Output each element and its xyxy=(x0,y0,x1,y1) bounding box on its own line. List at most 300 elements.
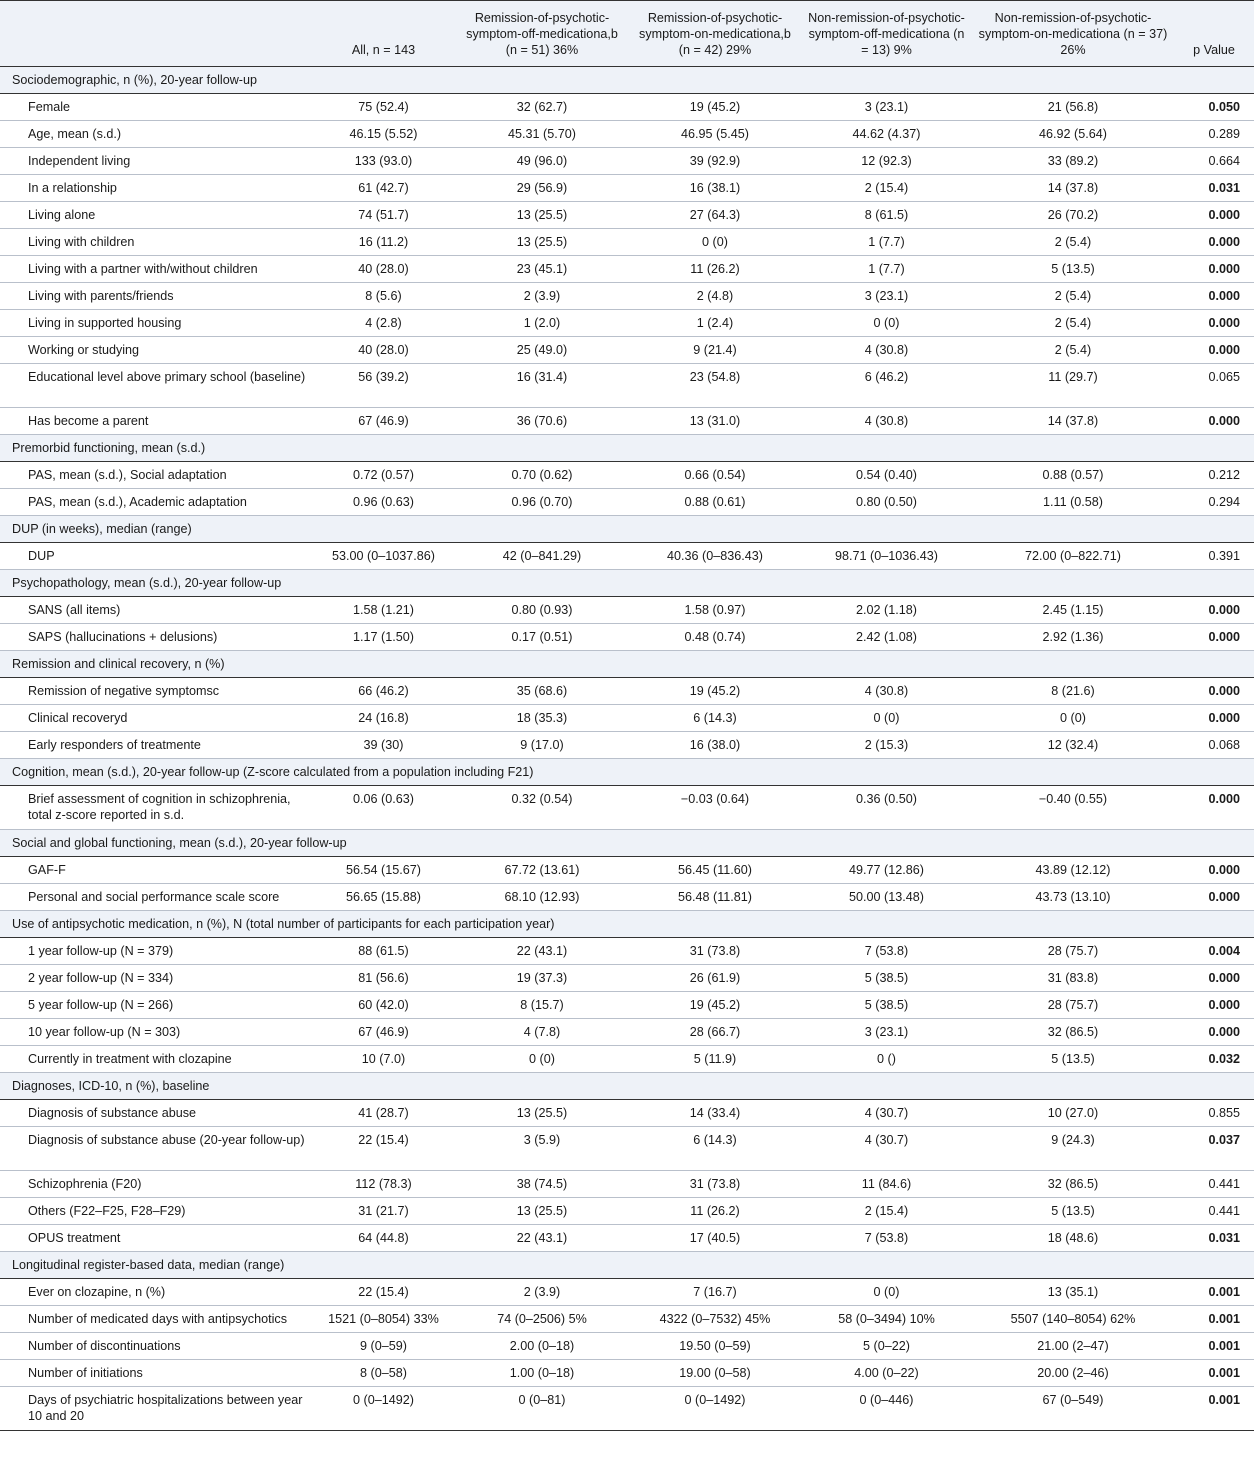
row-label: Ever on clozapine, n (%) xyxy=(0,1279,312,1306)
cell-p-value: 0.000 xyxy=(1174,786,1254,830)
cell-nonremission-off-med: 5 (38.5) xyxy=(801,992,972,1019)
table-row xyxy=(0,1279,1254,1306)
cell-remission-on-med: 46.95 (5.45) xyxy=(629,121,801,148)
cell-p-value: 0.001 xyxy=(1174,1279,1254,1306)
cell-remission-on-med: 19 (45.2) xyxy=(629,94,801,121)
cell-nonremission-off-med: 8 (61.5) xyxy=(801,202,972,229)
cell-nonremission-off-med: 6 (46.2) xyxy=(801,364,972,408)
cell-nonremission-on-med: 21 (56.8) xyxy=(972,94,1174,121)
cell-nonremission-off-med: 58 (0–3494) 10% xyxy=(801,1306,972,1333)
cell-nonremission-on-med: 0 (0) xyxy=(972,705,1174,732)
cell-nonremission-on-med: 32 (86.5) xyxy=(972,1019,1174,1046)
cell-all: 1521 (0–8054) 33% xyxy=(312,1306,455,1333)
cell-p-value: 0.001 xyxy=(1174,1306,1254,1333)
section-label: Use of antipsychotic medication, n (%), N (total number of participants for each participation year) xyxy=(0,911,1254,938)
row-label: Early responders of treatmente xyxy=(0,732,312,759)
cell-nonremission-on-med: 5 (13.5) xyxy=(972,1046,1174,1073)
section-header-row xyxy=(0,830,1254,857)
cell-all: 46.15 (5.52) xyxy=(312,121,455,148)
cell-p-value: 0.000 xyxy=(1174,1019,1254,1046)
cell-nonremission-off-med: 2 (15.3) xyxy=(801,732,972,759)
cell-remission-on-med: 16 (38.1) xyxy=(629,175,801,202)
cell-p-value: 0.000 xyxy=(1174,310,1254,337)
cell-remission-on-med: 6 (14.3) xyxy=(629,1127,801,1171)
table-row xyxy=(0,543,1254,570)
row-label: Personal and social performance scale score xyxy=(0,884,312,911)
cell-all: 40 (28.0) xyxy=(312,256,455,283)
table-row xyxy=(0,310,1254,337)
cell-remission-off-med: 29 (56.9) xyxy=(455,175,629,202)
table-row xyxy=(0,992,1254,1019)
cell-nonremission-off-med: 4.00 (0–22) xyxy=(801,1360,972,1387)
cell-p-value: 0.001 xyxy=(1174,1387,1254,1431)
cell-nonremission-on-med: 2 (5.4) xyxy=(972,283,1174,310)
cell-remission-on-med: 27 (64.3) xyxy=(629,202,801,229)
row-label: 10 year follow-up (N = 303) xyxy=(0,1019,312,1046)
cell-nonremission-off-med: 98.71 (0–1036.43) xyxy=(801,543,972,570)
cell-all: 10 (7.0) xyxy=(312,1046,455,1073)
cell-p-value: 0.065 xyxy=(1174,364,1254,408)
cell-nonremission-on-med: 31 (83.8) xyxy=(972,965,1174,992)
cell-remission-on-med: 56.45 (11.60) xyxy=(629,857,801,884)
cell-nonremission-off-med: 3 (23.1) xyxy=(801,283,972,310)
cell-all: 31 (21.7) xyxy=(312,1198,455,1225)
cell-remission-off-med: 9 (17.0) xyxy=(455,732,629,759)
cell-all: 41 (28.7) xyxy=(312,1100,455,1127)
row-label: Others (F22–F25, F28–F29) xyxy=(0,1198,312,1225)
cell-all: 40 (28.0) xyxy=(312,337,455,364)
cell-nonremission-off-med: 3 (23.1) xyxy=(801,1019,972,1046)
cell-remission-off-med: 4 (7.8) xyxy=(455,1019,629,1046)
cell-remission-off-med: 49 (96.0) xyxy=(455,148,629,175)
cell-p-value: 0.000 xyxy=(1174,408,1254,435)
cell-nonremission-on-med: 11 (29.7) xyxy=(972,364,1174,408)
cell-nonremission-off-med: 3 (23.1) xyxy=(801,94,972,121)
cell-p-value: 0.000 xyxy=(1174,678,1254,705)
cell-remission-off-med: 0.32 (0.54) xyxy=(455,786,629,830)
cell-remission-on-med: 19 (45.2) xyxy=(629,992,801,1019)
table-row xyxy=(0,678,1254,705)
cell-nonremission-on-med: 2.92 (1.36) xyxy=(972,624,1174,651)
cell-p-value: 0.001 xyxy=(1174,1360,1254,1387)
cell-nonremission-on-med: 72.00 (0–822.71) xyxy=(972,543,1174,570)
cell-remission-on-med: 0.88 (0.61) xyxy=(629,489,801,516)
row-label: GAF-F xyxy=(0,857,312,884)
cell-p-value: 0.000 xyxy=(1174,884,1254,911)
row-label: Number of initiations xyxy=(0,1360,312,1387)
section-header-row xyxy=(0,1252,1254,1279)
cell-remission-on-med: 14 (33.4) xyxy=(629,1100,801,1127)
cell-nonremission-on-med: 8 (21.6) xyxy=(972,678,1174,705)
cell-remission-off-med: 36 (70.6) xyxy=(455,408,629,435)
cell-nonremission-on-med: 5507 (140–8054) 62% xyxy=(972,1306,1174,1333)
header-remission-off-med: Remission-of-psychotic-symptom-off-medicationa,b (n = 51) 36% xyxy=(466,11,618,57)
cell-remission-on-med: 23 (54.8) xyxy=(629,364,801,408)
cell-p-value: 0.000 xyxy=(1174,597,1254,624)
cell-nonremission-off-med: 5 (38.5) xyxy=(801,965,972,992)
cell-remission-off-med: 32 (62.7) xyxy=(455,94,629,121)
cell-nonremission-on-med: 18 (48.6) xyxy=(972,1225,1174,1252)
row-label: Diagnosis of substance abuse (20-year follow-up) xyxy=(0,1127,312,1171)
row-label: Living with a partner with/without children xyxy=(0,256,312,283)
cell-remission-off-med: 22 (43.1) xyxy=(455,1225,629,1252)
header-row xyxy=(0,1,1254,67)
cell-all: 1.58 (1.21) xyxy=(312,597,455,624)
cell-remission-off-med: 0.17 (0.51) xyxy=(455,624,629,651)
cell-nonremission-on-med: 1.11 (0.58) xyxy=(972,489,1174,516)
row-label: Days of psychiatric hospitalizations between year 10 and 20 xyxy=(0,1387,312,1431)
cell-all: 133 (93.0) xyxy=(312,148,455,175)
cell-remission-off-med: 35 (68.6) xyxy=(455,678,629,705)
cell-remission-on-med: 26 (61.9) xyxy=(629,965,801,992)
cell-remission-on-med: 7 (16.7) xyxy=(629,1279,801,1306)
cell-nonremission-off-med: 49.77 (12.86) xyxy=(801,857,972,884)
cell-all: 0.06 (0.63) xyxy=(312,786,455,830)
cell-all: 8 (5.6) xyxy=(312,283,455,310)
section-label: Longitudinal register-based data, median (range) xyxy=(0,1252,1254,1279)
row-label: Brief assessment of cognition in schizophrenia, total z-score reported in s.d. xyxy=(0,786,312,830)
table-row xyxy=(0,337,1254,364)
cell-p-value: 0.000 xyxy=(1174,283,1254,310)
header-nonremission-off-med: Non-remission-of-psychotic-symptom-off-medicationa (n = 13) 9% xyxy=(808,11,965,57)
row-label: 5 year follow-up (N = 266) xyxy=(0,992,312,1019)
table-row xyxy=(0,1019,1254,1046)
section-header-row xyxy=(0,516,1254,543)
cell-all: 81 (56.6) xyxy=(312,965,455,992)
row-label: SAPS (hallucinations + delusions) xyxy=(0,624,312,651)
cell-nonremission-on-med: 20.00 (2–46) xyxy=(972,1360,1174,1387)
table-row xyxy=(0,1046,1254,1073)
cell-all: 0.96 (0.63) xyxy=(312,489,455,516)
cell-nonremission-off-med: 4 (30.8) xyxy=(801,337,972,364)
cell-nonremission-off-med: 7 (53.8) xyxy=(801,1225,972,1252)
cell-remission-on-med: 1.58 (0.97) xyxy=(629,597,801,624)
cell-all: 4 (2.8) xyxy=(312,310,455,337)
section-header-row xyxy=(0,67,1254,94)
row-label: Living with children xyxy=(0,229,312,256)
table-row xyxy=(0,364,1254,408)
cell-remission-on-med: 16 (38.0) xyxy=(629,732,801,759)
header-nonremission-on-med: Non-remission-of-psychotic-symptom-on-medicationa (n = 37) 26% xyxy=(978,11,1168,57)
cell-p-value: 0.000 xyxy=(1174,992,1254,1019)
cell-p-value: 0.391 xyxy=(1174,543,1254,570)
cell-nonremission-on-med: 28 (75.7) xyxy=(972,938,1174,965)
cell-all: 60 (42.0) xyxy=(312,992,455,1019)
cell-nonremission-on-med: 13 (35.1) xyxy=(972,1279,1174,1306)
table-row xyxy=(0,705,1254,732)
table-row xyxy=(0,1100,1254,1127)
cell-remission-on-med: 28 (66.7) xyxy=(629,1019,801,1046)
table-row xyxy=(0,202,1254,229)
cell-nonremission-off-med: 2 (15.4) xyxy=(801,175,972,202)
cell-p-value: 0.000 xyxy=(1174,965,1254,992)
cell-nonremission-off-med: 7 (53.8) xyxy=(801,938,972,965)
cell-nonremission-off-med: 0 (0) xyxy=(801,1279,972,1306)
cell-p-value: 0.000 xyxy=(1174,705,1254,732)
cell-nonremission-on-med: 46.92 (5.64) xyxy=(972,121,1174,148)
cell-p-value: 0.000 xyxy=(1174,857,1254,884)
row-label: Has become a parent xyxy=(0,408,312,435)
row-label: Clinical recoveryd xyxy=(0,705,312,732)
cell-nonremission-on-med: 0.88 (0.57) xyxy=(972,462,1174,489)
cell-remission-off-med: 38 (74.5) xyxy=(455,1171,629,1198)
cell-nonremission-off-med: 2.42 (1.08) xyxy=(801,624,972,651)
cell-p-value: 0.001 xyxy=(1174,1333,1254,1360)
cell-nonremission-off-med: 44.62 (4.37) xyxy=(801,121,972,148)
section-label: Sociodemographic, n (%), 20-year follow-up xyxy=(0,67,1254,94)
cell-nonremission-on-med: 14 (37.8) xyxy=(972,175,1174,202)
cell-remission-off-med: 3 (5.9) xyxy=(455,1127,629,1171)
row-label: 2 year follow-up (N = 334) xyxy=(0,965,312,992)
cell-remission-on-med: 19.00 (0–58) xyxy=(629,1360,801,1387)
row-label: Remission of negative symptomsc xyxy=(0,678,312,705)
cell-remission-off-med: 45.31 (5.70) xyxy=(455,121,629,148)
table-row xyxy=(0,462,1254,489)
row-label: Number of medicated days with antipsychotics xyxy=(0,1306,312,1333)
header-remission-on-med: Remission-of-psychotic-symptom-on-medicationa,b (n = 42) 29% xyxy=(639,11,791,57)
table-row xyxy=(0,732,1254,759)
row-label: Age, mean (s.d.) xyxy=(0,121,312,148)
cell-remission-off-med: 2 (3.9) xyxy=(455,283,629,310)
cell-nonremission-on-med: 43.89 (12.12) xyxy=(972,857,1174,884)
section-header-row xyxy=(0,651,1254,678)
header-p-value: p Value xyxy=(1193,43,1235,57)
cell-all: 74 (51.7) xyxy=(312,202,455,229)
cell-nonremission-off-med: 0 (0–446) xyxy=(801,1387,972,1431)
cell-all: 8 (0–58) xyxy=(312,1360,455,1387)
row-label: Schizophrenia (F20) xyxy=(0,1171,312,1198)
row-label: 1 year follow-up (N = 379) xyxy=(0,938,312,965)
cell-remission-off-med: 13 (25.5) xyxy=(455,1198,629,1225)
cell-remission-off-med: 0.80 (0.93) xyxy=(455,597,629,624)
cell-remission-off-med: 16 (31.4) xyxy=(455,364,629,408)
section-label: Diagnoses, ICD-10, n (%), baseline xyxy=(0,1073,1254,1100)
table-row xyxy=(0,938,1254,965)
cell-all: 0.72 (0.57) xyxy=(312,462,455,489)
cell-p-value: 0.068 xyxy=(1174,732,1254,759)
cell-nonremission-on-med: 12 (32.4) xyxy=(972,732,1174,759)
cell-p-value: 0.050 xyxy=(1174,94,1254,121)
cell-remission-on-med: 0 (0–1492) xyxy=(629,1387,801,1431)
cell-remission-off-med: 42 (0–841.29) xyxy=(455,543,629,570)
row-label: Living alone xyxy=(0,202,312,229)
cell-remission-on-med: 11 (26.2) xyxy=(629,256,801,283)
cell-nonremission-off-med: 1 (7.7) xyxy=(801,256,972,283)
cell-p-value: 0.289 xyxy=(1174,121,1254,148)
cell-remission-on-med: 0.66 (0.54) xyxy=(629,462,801,489)
cell-p-value: 0.000 xyxy=(1174,337,1254,364)
cell-nonremission-on-med: 5 (13.5) xyxy=(972,256,1174,283)
cell-p-value: 0.855 xyxy=(1174,1100,1254,1127)
cell-p-value: 0.004 xyxy=(1174,938,1254,965)
cell-nonremission-on-med: −0.40 (0.55) xyxy=(972,786,1174,830)
cell-nonremission-off-med: 4 (30.8) xyxy=(801,678,972,705)
cell-all: 9 (0–59) xyxy=(312,1333,455,1360)
table-row xyxy=(0,121,1254,148)
cell-remission-off-med: 19 (37.3) xyxy=(455,965,629,992)
cell-all: 67 (46.9) xyxy=(312,408,455,435)
cell-remission-on-med: 31 (73.8) xyxy=(629,938,801,965)
cell-p-value: 0.212 xyxy=(1174,462,1254,489)
cell-nonremission-on-med: 2 (5.4) xyxy=(972,337,1174,364)
cell-nonremission-off-med: 50.00 (13.48) xyxy=(801,884,972,911)
cell-nonremission-on-med: 5 (13.5) xyxy=(972,1198,1174,1225)
cell-nonremission-off-med: 0 (0) xyxy=(801,705,972,732)
cell-all: 88 (61.5) xyxy=(312,938,455,965)
cell-remission-on-med: 0 (0) xyxy=(629,229,801,256)
cell-nonremission-on-med: 10 (27.0) xyxy=(972,1100,1174,1127)
cell-p-value: 0.441 xyxy=(1174,1171,1254,1198)
cell-remission-on-med: 17 (40.5) xyxy=(629,1225,801,1252)
cell-nonremission-on-med: 21.00 (2–47) xyxy=(972,1333,1174,1360)
cell-nonremission-on-med: 43.73 (13.10) xyxy=(972,884,1174,911)
cell-nonremission-off-med: 12 (92.3) xyxy=(801,148,972,175)
section-header-row xyxy=(0,759,1254,786)
section-label: Premorbid functioning, mean (s.d.) xyxy=(0,435,1254,462)
cell-nonremission-on-med: 2 (5.4) xyxy=(972,310,1174,337)
cell-remission-on-med: −0.03 (0.64) xyxy=(629,786,801,830)
table-row xyxy=(0,1225,1254,1252)
table-row xyxy=(0,94,1254,121)
cell-p-value: 0.032 xyxy=(1174,1046,1254,1073)
table-row xyxy=(0,489,1254,516)
cell-nonremission-off-med: 5 (0–22) xyxy=(801,1333,972,1360)
table-row xyxy=(0,857,1254,884)
table-row xyxy=(0,408,1254,435)
cell-all: 66 (46.2) xyxy=(312,678,455,705)
cell-remission-on-med: 40.36 (0–836.43) xyxy=(629,543,801,570)
cell-remission-on-med: 9 (21.4) xyxy=(629,337,801,364)
cell-all: 112 (78.3) xyxy=(312,1171,455,1198)
cell-remission-on-med: 1 (2.4) xyxy=(629,310,801,337)
table-row xyxy=(0,175,1254,202)
table-row xyxy=(0,1306,1254,1333)
cell-nonremission-off-med: 0 (0) xyxy=(801,310,972,337)
cell-all: 0 (0–1492) xyxy=(312,1387,455,1431)
cell-p-value: 0.037 xyxy=(1174,1127,1254,1171)
row-label: Independent living xyxy=(0,148,312,175)
cell-nonremission-on-med: 14 (37.8) xyxy=(972,408,1174,435)
cell-nonremission-on-med: 32 (86.5) xyxy=(972,1171,1174,1198)
cell-remission-off-med: 74 (0–2506) 5% xyxy=(455,1306,629,1333)
row-label: PAS, mean (s.d.), Academic adaptation xyxy=(0,489,312,516)
table-row xyxy=(0,884,1254,911)
cell-p-value: 0.441 xyxy=(1174,1198,1254,1225)
row-label: DUP xyxy=(0,543,312,570)
row-label: SANS (all items) xyxy=(0,597,312,624)
section-label: DUP (in weeks), median (range) xyxy=(0,516,1254,543)
cell-remission-off-med: 2 (3.9) xyxy=(455,1279,629,1306)
row-label: Female xyxy=(0,94,312,121)
cell-nonremission-on-med: 2 (5.4) xyxy=(972,229,1174,256)
cell-remission-on-med: 13 (31.0) xyxy=(629,408,801,435)
cell-remission-off-med: 13 (25.5) xyxy=(455,229,629,256)
table-row xyxy=(0,1198,1254,1225)
cell-nonremission-off-med: 0.80 (0.50) xyxy=(801,489,972,516)
cell-all: 56 (39.2) xyxy=(312,364,455,408)
cell-nonremission-off-med: 1 (7.7) xyxy=(801,229,972,256)
row-label: PAS, mean (s.d.), Social adaptation xyxy=(0,462,312,489)
section-label: Cognition, mean (s.d.), 20-year follow-up (Z-score calculated from a population including F21) xyxy=(0,759,1254,786)
cell-all: 16 (11.2) xyxy=(312,229,455,256)
table-row xyxy=(0,1387,1254,1431)
table-body xyxy=(0,67,1254,1431)
cell-remission-off-med: 8 (15.7) xyxy=(455,992,629,1019)
cell-all: 64 (44.8) xyxy=(312,1225,455,1252)
cell-all: 22 (15.4) xyxy=(312,1279,455,1306)
cell-nonremission-on-med: 33 (89.2) xyxy=(972,148,1174,175)
table-row xyxy=(0,965,1254,992)
cell-remission-on-med: 6 (14.3) xyxy=(629,705,801,732)
section-header-row xyxy=(0,1073,1254,1100)
table-row xyxy=(0,1360,1254,1387)
cell-all: 39 (30) xyxy=(312,732,455,759)
cell-nonremission-on-med: 2.45 (1.15) xyxy=(972,597,1174,624)
cell-remission-off-med: 0 (0–81) xyxy=(455,1387,629,1431)
cell-remission-off-med: 23 (45.1) xyxy=(455,256,629,283)
row-label: Educational level above primary school (baseline) xyxy=(0,364,312,408)
row-label: Living with parents/friends xyxy=(0,283,312,310)
cell-p-value: 0.000 xyxy=(1174,624,1254,651)
cell-remission-on-med: 31 (73.8) xyxy=(629,1171,801,1198)
table-row xyxy=(0,786,1254,830)
cell-remission-on-med: 11 (26.2) xyxy=(629,1198,801,1225)
cell-remission-on-med: 19 (45.2) xyxy=(629,678,801,705)
row-label: Number of discontinuations xyxy=(0,1333,312,1360)
cell-remission-off-med: 1.00 (0–18) xyxy=(455,1360,629,1387)
table-row xyxy=(0,148,1254,175)
cell-all: 56.54 (15.67) xyxy=(312,857,455,884)
cell-nonremission-on-med: 67 (0–549) xyxy=(972,1387,1174,1431)
table-row xyxy=(0,1171,1254,1198)
cell-nonremission-off-med: 4 (30.8) xyxy=(801,408,972,435)
cell-nonremission-on-med: 9 (24.3) xyxy=(972,1127,1174,1171)
cell-remission-on-med: 2 (4.8) xyxy=(629,283,801,310)
cell-p-value: 0.031 xyxy=(1174,175,1254,202)
cell-p-value: 0.000 xyxy=(1174,229,1254,256)
cell-remission-on-med: 5 (11.9) xyxy=(629,1046,801,1073)
cell-all: 56.65 (15.88) xyxy=(312,884,455,911)
cell-all: 22 (15.4) xyxy=(312,1127,455,1171)
table-header xyxy=(0,1,1254,67)
table-row xyxy=(0,229,1254,256)
row-label: Living in supported housing xyxy=(0,310,312,337)
section-label: Social and global functioning, mean (s.d.), 20-year follow-up xyxy=(0,830,1254,857)
cell-remission-on-med: 56.48 (11.81) xyxy=(629,884,801,911)
cell-remission-off-med: 13 (25.5) xyxy=(455,1100,629,1127)
cell-nonremission-off-med: 2.02 (1.18) xyxy=(801,597,972,624)
table-row xyxy=(0,283,1254,310)
cell-remission-off-med: 2.00 (0–18) xyxy=(455,1333,629,1360)
section-header-row xyxy=(0,570,1254,597)
cell-remission-on-med: 19.50 (0–59) xyxy=(629,1333,801,1360)
cell-all: 1.17 (1.50) xyxy=(312,624,455,651)
cell-p-value: 0.664 xyxy=(1174,148,1254,175)
table-row xyxy=(0,597,1254,624)
cell-all: 24 (16.8) xyxy=(312,705,455,732)
cell-remission-off-med: 25 (49.0) xyxy=(455,337,629,364)
cell-nonremission-off-med: 0.54 (0.40) xyxy=(801,462,972,489)
cell-remission-off-med: 22 (43.1) xyxy=(455,938,629,965)
cell-remission-on-med: 4322 (0–7532) 45% xyxy=(629,1306,801,1333)
cell-all: 61 (42.7) xyxy=(312,175,455,202)
cell-nonremission-off-med: 0.36 (0.50) xyxy=(801,786,972,830)
section-header-row xyxy=(0,435,1254,462)
row-label: Currently in treatment with clozapine xyxy=(0,1046,312,1073)
row-label: Working or studying xyxy=(0,337,312,364)
table-row xyxy=(0,256,1254,283)
header-all: All, n = 143 xyxy=(351,43,416,57)
